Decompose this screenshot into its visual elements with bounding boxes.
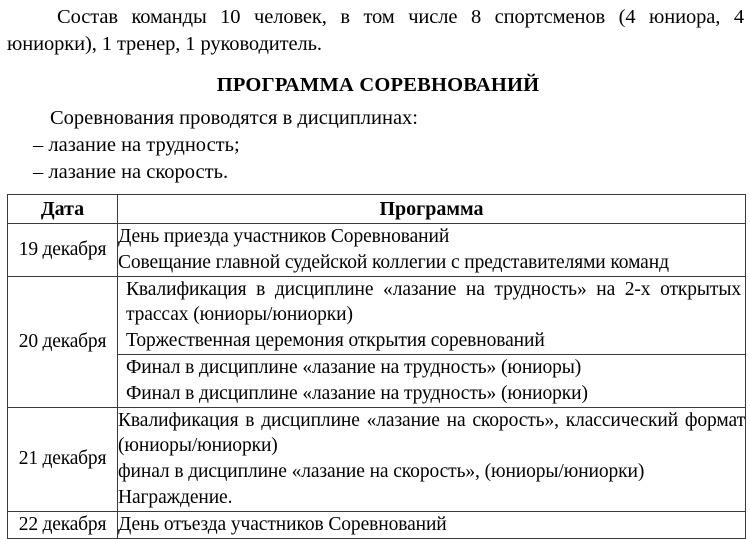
table-row [8,276,746,407]
table-cell-date: 22 декабря [8,511,118,538]
program-line: День приезда участников Соревнований [118,226,450,247]
page-title: ПРОГРАММА СОРЕВНОВАНИЙ [216,74,540,96]
table-cell-date: 19 декабря [8,224,118,277]
program-line: финал в дисциплине «лазание на скорость», (юниоры/юниорки) [118,461,645,483]
program-line: Квалификация в дисциплине «лазание на трудность» на 2-х открытых трассах (юниоры/юниорки) [126,278,741,326]
program-line: Торжественная церемония открытия соревнований [126,330,545,352]
column-header-program: Программа [118,195,746,224]
program-table-wrapper [7,194,745,539]
program-subrow-table [118,277,745,407]
table-cell-date: 21 декабря [8,407,118,511]
table-header [8,195,746,224]
table-cell-program [118,276,746,407]
table-cell-program [118,224,746,277]
program-line: Финал в дисциплине «лазание на трудность» (юниорки) [126,382,588,404]
program-subrow-cell [118,277,745,355]
table-cell-program [118,407,746,511]
program-line: Квалификация в дисциплине «лазание на скорость», классический формат (юниоры/юниорки) [118,409,745,457]
discipline-item-speed: – лазание на скорость. [33,161,229,183]
table-header-row [8,195,746,224]
program-line: Награждение. [118,486,233,508]
table-row [8,224,746,277]
discipline-item-difficulty: – лазание на трудность; [33,134,240,156]
program-table [7,194,746,539]
document-prose [0,0,750,186]
program-line: Финал в дисциплине «лазание на трудность» (юниоры) [126,356,582,378]
lead-in-paragraph: Соревнования проводятся в дисциплинах: [50,107,418,129]
program-subrow [118,277,745,355]
program-subrow [118,354,745,406]
program-line: День отъезда участников Соревнований [118,513,447,535]
column-header-date: Дата [8,195,118,224]
table-cell-program [118,511,746,538]
table-row [8,511,746,538]
program-line: Совещание главной судейской коллегии с представителями команд [118,251,669,273]
table-body [8,224,746,539]
table-cell-date: 20 декабря [8,276,118,407]
table-row [8,407,746,511]
intro-paragraph: Состав команды 10 человек, в том числе 8 спортсменов (4 юниора, 4 юниорки), 1 тренер, 1 руководитель. [7,6,744,55]
program-subrow-cell [118,354,745,406]
